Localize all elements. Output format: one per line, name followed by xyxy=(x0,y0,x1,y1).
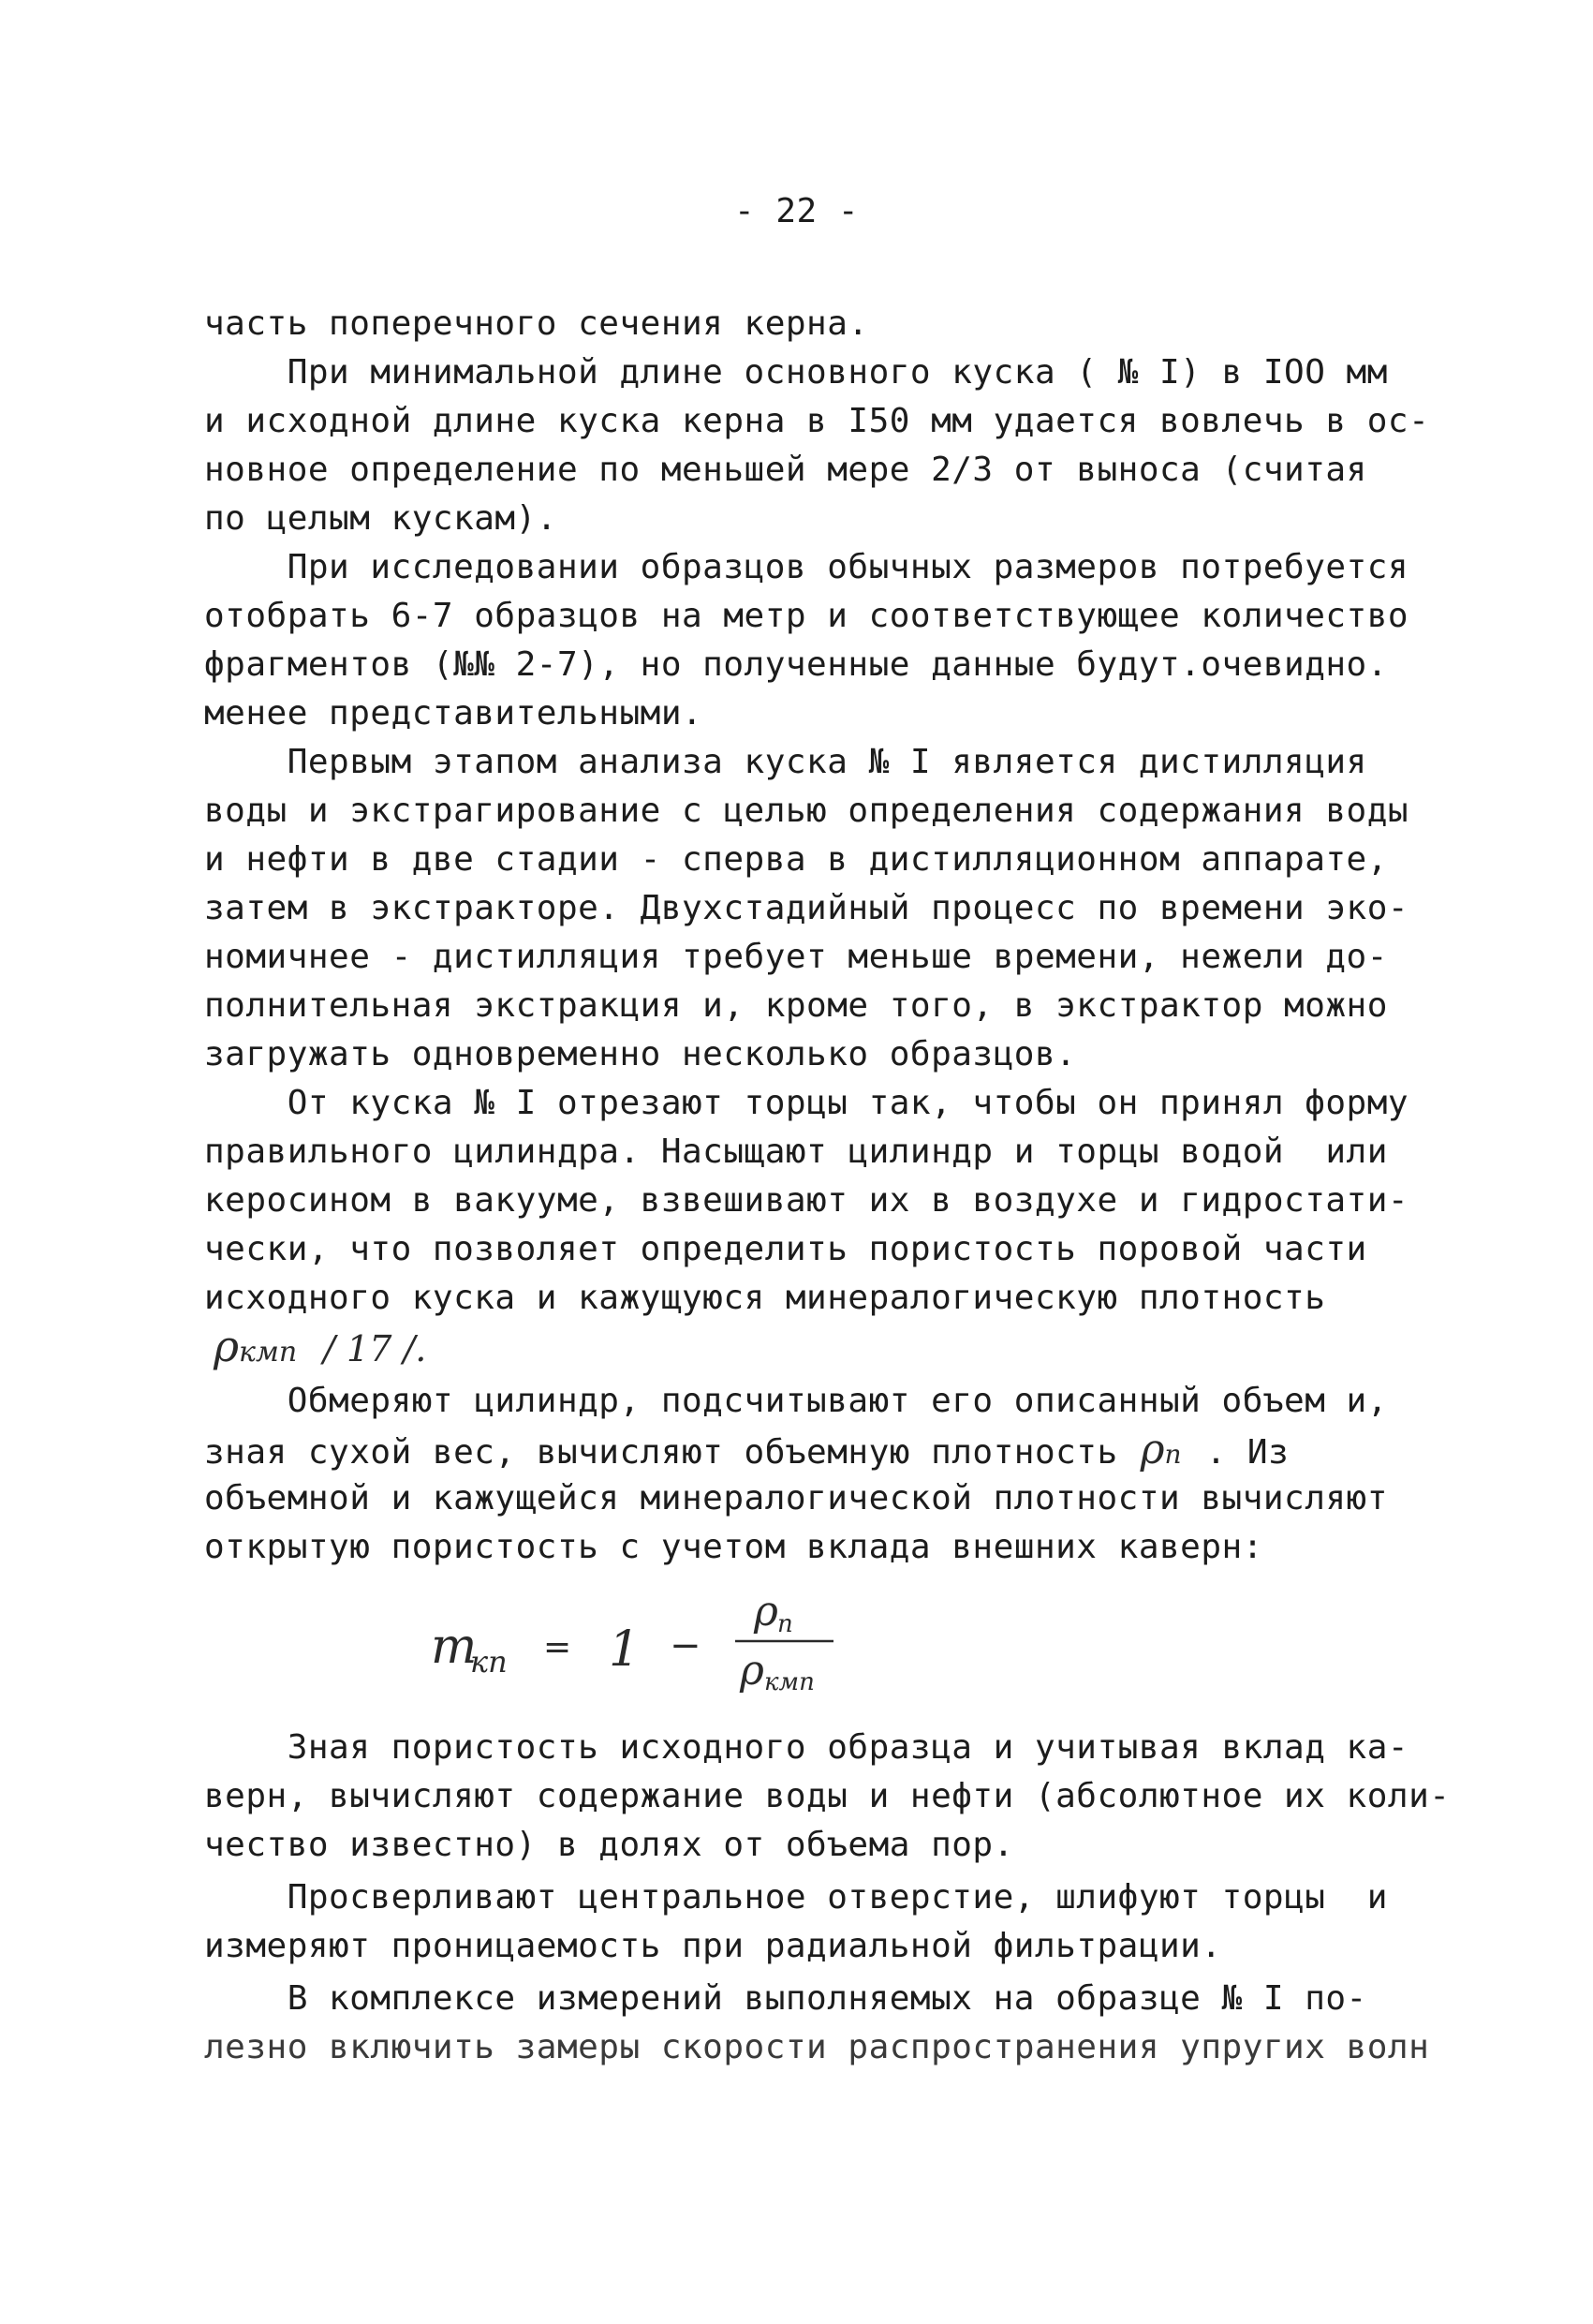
formula-minus: − xyxy=(670,1624,701,1667)
text-line: номичнее - дистилляция требует меньше времени, нежели до- xyxy=(204,938,1388,976)
density-reference-line xyxy=(214,1321,426,1377)
text-line: Обмеряют цилиндр, подсчитывают его описанный объем и, xyxy=(204,1382,1388,1420)
text-line: затем в экстракторе. Двухстадийный процесс по времени эко- xyxy=(204,889,1409,927)
text-line: При исследовании образцов обычных размеров потребуется xyxy=(204,548,1409,586)
formula-denominator-subscript: кмп xyxy=(764,1668,815,1696)
text-line: зная сухой вес, вычисляют объемную плотность xyxy=(204,1433,1118,1472)
bulk-density-subscript: п xyxy=(1164,1439,1182,1470)
text-line: чески, что позволяет определить пористость поровой части xyxy=(204,1230,1367,1268)
text-line: отобрать 6-7 образцов на метр и соответствующее количество xyxy=(204,597,1409,635)
text-line: керосином в вакууме, взвешивают их в воздухе и гидростати- xyxy=(204,1181,1409,1220)
formula-lhs: m xyxy=(431,1619,478,1675)
text-line: исходного куска и кажущуюся минералогическую плотность xyxy=(204,1279,1326,1317)
reference-number: / 17 /. xyxy=(323,1328,427,1369)
text-line: часть поперечного сечения керна. xyxy=(204,304,869,343)
text-line: воды и экстрагирование с целью определения содержания воды xyxy=(204,792,1409,830)
bulk-density-symbol: ρ xyxy=(1140,1426,1165,1473)
text-line: загружать одновременно несколько образцов. xyxy=(204,1035,1077,1073)
density-subscript: кмп xyxy=(239,1336,298,1369)
text-line: открытую пористость с учетом вклада внешних каверн: xyxy=(204,1528,1263,1566)
text-line: От куска № I отрезают торцы так, чтобы он принял форму xyxy=(204,1084,1409,1122)
text-line: . Из xyxy=(1205,1433,1290,1472)
text-line: новное определение по меньшей мере 2/3 от выноса (считая xyxy=(204,451,1367,489)
text-line: Первым этапом анализа куска № I является дистилляция xyxy=(204,743,1367,781)
page-number: - 22 - xyxy=(733,192,860,230)
density-symbol: ρ xyxy=(214,1321,240,1371)
text-line: чество известно) в долях от объема пор. xyxy=(204,1826,1014,1864)
text-line: фрагментов (№№ 2-7), но полученные данные будут.очевидно. xyxy=(204,645,1388,684)
text-line: измеряют проницаемость при радиальной фильтрации. xyxy=(204,1927,1222,1965)
porosity-formula xyxy=(421,1574,890,1705)
formula-denominator: ρ xyxy=(740,1647,764,1695)
text-line: менее представительными. xyxy=(204,694,703,733)
text-line: При минимальной длине основного куска ( № I) в IOO мм xyxy=(204,353,1388,392)
text-line: лезно включить замеры скорости распространения упругих волн xyxy=(204,2028,1430,2066)
text-line: верн, вычисляют содержание воды и нефти (абсолютное их коли- xyxy=(204,1777,1451,1815)
text-line: и нефти в две стадии - сперва в дистилляционном аппарате, xyxy=(204,840,1388,879)
formula-lhs-subscript: кп xyxy=(470,1644,508,1680)
text-line: объемной и кажущейся минералогической плотности вычисляют xyxy=(204,1479,1388,1517)
formula-numerator: ρ xyxy=(754,1588,778,1636)
bulk-density-line xyxy=(204,1426,1289,1474)
text-line: В комплексе измерений выполняемых на образце № I по- xyxy=(204,1979,1367,2018)
text-line: Просверливают центральное отверстие, шлифуют торцы и xyxy=(204,1878,1388,1917)
text-line: и исходной длине куска керна в I50 мм удается вовлечь в ос- xyxy=(204,402,1430,440)
text-line: Зная пористость исходного образца и учитывая вклад ка- xyxy=(204,1728,1409,1767)
formula-equals: = xyxy=(543,1628,572,1666)
text-line: полнительная экстракция и, кроме того, в экстрактор можно xyxy=(204,986,1388,1025)
formula-numerator-subscript: п xyxy=(777,1610,793,1638)
formula-one: 1 xyxy=(609,1621,641,1678)
text-line: правильного цилиндра. Насыщают цилиндр и торцы водой или xyxy=(204,1132,1388,1171)
text-line: по целым кускам). xyxy=(204,499,557,538)
